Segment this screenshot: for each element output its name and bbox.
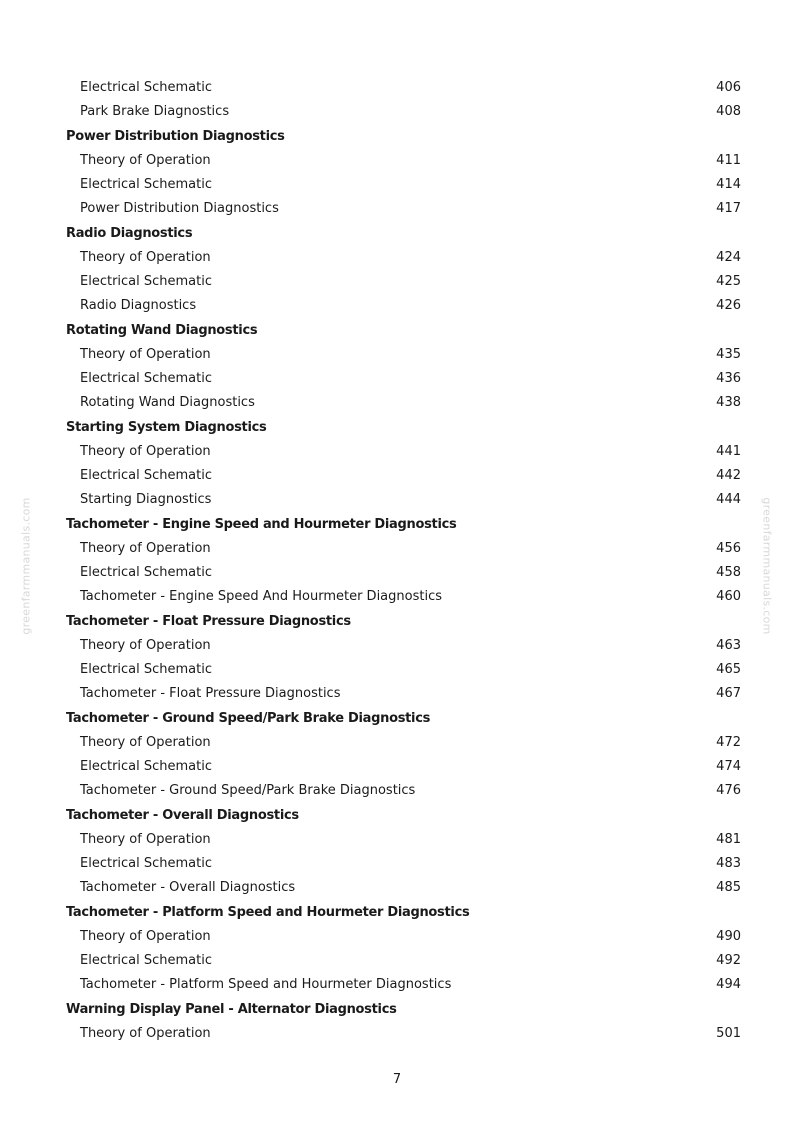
- toc-entry[interactable]: [0, 731, 794, 755]
- toc-page-number: 474: [716, 759, 741, 774]
- toc-entry[interactable]: [0, 634, 794, 658]
- toc-entry-title: Theory of Operation: [80, 346, 211, 362]
- toc-entry[interactable]: [0, 949, 794, 973]
- toc-section-heading: [0, 804, 794, 828]
- toc-entry-title: Electrical Schematic: [80, 953, 213, 968]
- toc-entry-title: Theory of Operation: [80, 249, 211, 265]
- toc-section-title: Tachometer - Overall Diagnostics: [66, 807, 299, 823]
- toc-entry-title: Electrical Schematic: [80, 662, 213, 677]
- toc-entry[interactable]: [0, 464, 794, 488]
- toc-entry-title: Electrical Schematic: [80, 565, 213, 580]
- toc-section-title: Warning Display Panel - Alternator Diagnostics: [66, 1001, 397, 1017]
- toc-entry[interactable]: [0, 852, 794, 876]
- toc-page-number: 492: [716, 953, 741, 968]
- toc-entry-title: Tachometer - Engine Speed And Hourmeter Diagnostics: [80, 589, 442, 605]
- toc-entry-title: Electrical Schematic: [80, 371, 213, 386]
- toc-section-title: Radio Diagnostics: [66, 225, 193, 241]
- toc-entry[interactable]: [0, 828, 794, 852]
- toc-entry[interactable]: [0, 391, 794, 415]
- toc-entry[interactable]: [0, 779, 794, 803]
- toc-page-number: 406: [716, 80, 741, 95]
- toc-entry[interactable]: [0, 367, 794, 391]
- toc-entry[interactable]: [0, 246, 794, 270]
- toc-section-heading: [0, 319, 794, 343]
- toc-entry-title: Starting Diagnostics: [80, 492, 212, 508]
- toc-entry-title: Tachometer - Ground Speed/Park Brake Diagnostics: [80, 783, 416, 799]
- toc-page-number: 463: [716, 637, 741, 653]
- toc-entry-title: Radio Diagnostics: [80, 298, 197, 314]
- toc-page-number: 417: [716, 201, 741, 217]
- toc-page-number: 494: [716, 977, 741, 993]
- toc-entry-title: Power Distribution Diagnostics: [80, 201, 279, 217]
- toc-entry[interactable]: [0, 343, 794, 367]
- toc-entry-title: Rotating Wand Diagnostics: [80, 395, 255, 411]
- toc-entry[interactable]: [0, 173, 794, 197]
- toc-entry[interactable]: [0, 876, 794, 900]
- toc-section-heading: [0, 610, 794, 634]
- toc-entry-title: Tachometer - Float Pressure Diagnostics: [80, 686, 341, 702]
- toc-entry-title: Theory of Operation: [80, 152, 211, 168]
- toc-entry-title: Theory of Operation: [80, 734, 211, 750]
- toc-page-number: 485: [716, 880, 741, 896]
- toc-entry[interactable]: [0, 561, 794, 585]
- toc-page-number: 458: [716, 565, 741, 580]
- toc-section-heading: [0, 416, 794, 440]
- toc-page-number: 436: [716, 371, 741, 386]
- toc-section-heading: [0, 125, 794, 149]
- page-number: 7: [392, 1072, 402, 1087]
- toc-page-number: 426: [716, 298, 741, 314]
- toc-entry[interactable]: [0, 294, 794, 318]
- toc-section-title: Tachometer - Engine Speed and Hourmeter Diagnostics: [66, 516, 457, 532]
- toc-section-title: Tachometer - Float Pressure Diagnostics: [66, 613, 351, 629]
- toc-entry-title: Theory of Operation: [80, 831, 211, 847]
- toc-entry-title: Theory of Operation: [80, 1025, 211, 1041]
- toc-entry-title: Park Brake Diagnostics: [80, 104, 230, 120]
- toc-section-title: Tachometer - Platform Speed and Hourmeter Diagnostics: [66, 904, 470, 920]
- toc-section-title: Power Distribution Diagnostics: [66, 128, 285, 144]
- toc-entry[interactable]: [0, 76, 794, 100]
- toc-section-title: Rotating Wand Diagnostics: [66, 322, 258, 338]
- toc-entry[interactable]: [0, 925, 794, 949]
- toc-section-heading: [0, 998, 794, 1022]
- toc-page-number: 411: [716, 152, 741, 168]
- toc-page-number: 467: [716, 686, 741, 702]
- watermark-right: greenfarmmanuals.com: [760, 497, 774, 635]
- toc-page-number: 490: [716, 928, 741, 944]
- toc-page-number: 414: [716, 177, 741, 192]
- toc-entry-title: Tachometer - Overall Diagnostics: [80, 880, 296, 896]
- toc-entry[interactable]: [0, 100, 794, 124]
- toc-entry[interactable]: [0, 440, 794, 464]
- toc-section-title: Tachometer - Ground Speed/Park Brake Diagnostics: [66, 710, 431, 726]
- toc-entry-title: Electrical Schematic: [80, 468, 213, 483]
- toc-entry-title: Theory of Operation: [80, 637, 211, 653]
- toc-entry[interactable]: [0, 197, 794, 221]
- toc-section-title: Starting System Diagnostics: [66, 419, 267, 435]
- toc-section-heading: [0, 222, 794, 246]
- toc-entry-title: Electrical Schematic: [80, 856, 213, 871]
- toc-page-number: 483: [716, 856, 741, 871]
- table-of-contents: [0, 76, 794, 1046]
- toc-entry[interactable]: [0, 1022, 794, 1046]
- toc-entry[interactable]: [0, 585, 794, 609]
- toc-entry[interactable]: [0, 270, 794, 294]
- toc-page-number: 441: [716, 443, 741, 459]
- toc-page-number: 465: [716, 662, 741, 677]
- toc-entry[interactable]: [0, 682, 794, 706]
- toc-page-number: 444: [716, 492, 741, 508]
- toc-entry[interactable]: [0, 658, 794, 682]
- toc-page-number: 438: [716, 395, 741, 411]
- toc-entry[interactable]: [0, 973, 794, 997]
- toc-page-number: 442: [716, 468, 741, 483]
- toc-entry-title: Theory of Operation: [80, 540, 211, 556]
- toc-page-number: 456: [716, 540, 741, 556]
- toc-section-heading: [0, 707, 794, 731]
- toc-entry[interactable]: [0, 149, 794, 173]
- toc-page-number: 501: [716, 1025, 741, 1041]
- toc-page-number: 408: [716, 104, 741, 120]
- toc-entry-title: Electrical Schematic: [80, 177, 213, 192]
- toc-page-number: 472: [716, 734, 741, 750]
- toc-page-number: 435: [716, 346, 741, 362]
- toc-page-number: 424: [716, 249, 741, 265]
- toc-entry-title: Electrical Schematic: [80, 759, 213, 774]
- toc-section-heading: [0, 901, 794, 925]
- watermark-left: greenfarmmanuals.com: [19, 497, 33, 635]
- toc-entry-title: Electrical Schematic: [80, 80, 213, 95]
- toc-entry[interactable]: [0, 755, 794, 779]
- toc-section-heading: [0, 513, 794, 537]
- toc-entry[interactable]: [0, 488, 794, 512]
- toc-entry-title: Electrical Schematic: [80, 274, 213, 289]
- toc-page-number: 425: [716, 274, 741, 289]
- toc-entry-title: Tachometer - Platform Speed and Hourmeter Diagnostics: [80, 977, 452, 993]
- toc-page-number: 481: [716, 831, 741, 847]
- toc-page-number: 476: [716, 783, 741, 799]
- toc-entry-title: Theory of Operation: [80, 928, 211, 944]
- toc-page-number: 460: [716, 589, 741, 605]
- toc-entry-title: Theory of Operation: [80, 443, 211, 459]
- toc-entry[interactable]: [0, 537, 794, 561]
